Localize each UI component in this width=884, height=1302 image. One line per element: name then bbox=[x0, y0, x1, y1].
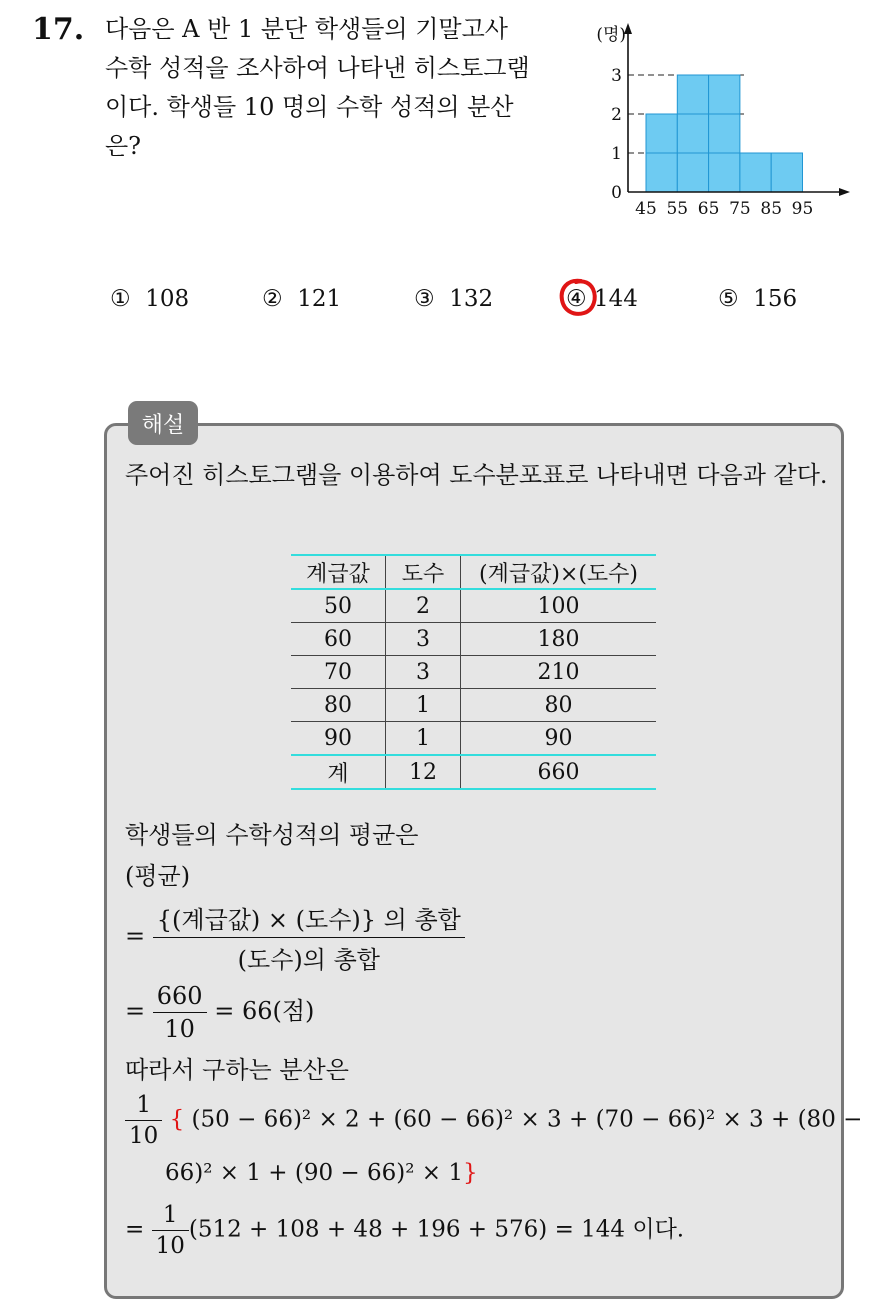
answer-circle-mark bbox=[557, 276, 599, 320]
mean-result bbox=[125, 982, 314, 1043]
mean-formula bbox=[125, 900, 465, 975]
fraction bbox=[152, 1202, 189, 1259]
choice-5[interactable] bbox=[718, 286, 797, 312]
table-header: 도수 bbox=[386, 555, 461, 589]
fraction-denominator: 10 bbox=[164, 1015, 195, 1043]
variance-formula bbox=[125, 1092, 862, 1149]
x-axis-arrow bbox=[839, 188, 850, 196]
equals-sign: = bbox=[125, 997, 146, 1025]
variance-term-line2: 66)² × 1 + (90 − 66)² × 1 bbox=[165, 1160, 464, 1186]
question-line: 은? bbox=[105, 132, 142, 160]
fraction bbox=[153, 900, 465, 975]
choice-number: ⑤ bbox=[718, 286, 739, 312]
equals-sign: = bbox=[125, 1216, 145, 1243]
table-row bbox=[291, 623, 656, 656]
table-header: 계급값 bbox=[291, 555, 386, 589]
table-cell: 660 bbox=[461, 755, 657, 789]
table-header: (계급값)×(도수) bbox=[461, 555, 657, 589]
choice-value: 144 bbox=[593, 286, 638, 312]
table-cell: 1 bbox=[386, 689, 461, 722]
table-cell: 3 bbox=[386, 656, 461, 689]
choice-value: 121 bbox=[297, 286, 342, 312]
table-row bbox=[291, 589, 656, 623]
table-cell: 90 bbox=[291, 722, 386, 756]
x-tick-label: 65 bbox=[697, 199, 720, 219]
table-cell: 1 bbox=[386, 722, 461, 756]
mean-intro: 학생들의 수학성적의 평균은 bbox=[125, 821, 419, 849]
histogram-bar-3 bbox=[709, 75, 740, 192]
mean-label: (평균) bbox=[125, 862, 191, 890]
variance-value: (512 + 108 + 48 + 196 + 576) = 144 이다. bbox=[188, 1216, 685, 1243]
table-header-row bbox=[291, 555, 656, 589]
choice-2[interactable] bbox=[262, 286, 341, 312]
table-row bbox=[291, 722, 656, 756]
choice-number: ① bbox=[110, 286, 131, 312]
histogram-bar-5 bbox=[771, 153, 802, 192]
x-tick-label: 45 bbox=[635, 199, 657, 219]
table-cell: 80 bbox=[291, 689, 386, 722]
table-row bbox=[291, 689, 656, 722]
table-cell: 3 bbox=[386, 623, 461, 656]
table-cell: 70 bbox=[291, 656, 386, 689]
fraction-denominator: (도수)의 총합 bbox=[237, 946, 380, 974]
solution-tag: 해설 bbox=[128, 401, 198, 445]
table-cell: 90 bbox=[461, 722, 657, 756]
question-line: 다음은 A 반 1 분단 학생들의 기말고사 bbox=[105, 15, 508, 43]
question-line: 수학 성적을 조사하여 나타낸 히스토그램 bbox=[105, 54, 530, 82]
frequency-table bbox=[291, 554, 656, 790]
table-cell: 12 bbox=[386, 755, 461, 789]
choice-value: 132 bbox=[449, 286, 494, 312]
choice-1[interactable] bbox=[110, 286, 189, 312]
fraction-numerator: {(계급값) × (도수)} 의 총합 bbox=[153, 900, 465, 938]
fraction-numerator: 1 bbox=[125, 1092, 162, 1121]
y-tick-label: 2 bbox=[611, 105, 622, 125]
choice-number: ④ bbox=[566, 286, 587, 312]
x-tick-label: 75 bbox=[729, 199, 751, 219]
table-cell: 계 bbox=[291, 755, 386, 789]
choice-number: ③ bbox=[414, 286, 435, 312]
choice-number: ② bbox=[262, 286, 283, 312]
table-cell: 100 bbox=[461, 589, 657, 623]
table-total-row bbox=[291, 755, 656, 789]
table-cell: 210 bbox=[461, 656, 657, 689]
table-cell: 2 bbox=[386, 589, 461, 623]
fraction bbox=[125, 1092, 162, 1149]
table-row bbox=[291, 656, 656, 689]
fraction-numerator: 660 bbox=[153, 982, 207, 1013]
choice-value: 108 bbox=[145, 286, 190, 312]
y-tick-label: 0 bbox=[611, 183, 622, 203]
y-axis-label: (명) bbox=[596, 25, 626, 45]
fraction-numerator: 1 bbox=[152, 1202, 189, 1231]
question-number: 17. bbox=[32, 12, 85, 47]
y-tick-label: 1 bbox=[611, 144, 622, 164]
table-cell: 80 bbox=[461, 689, 657, 722]
y-tick-label: 3 bbox=[611, 66, 622, 86]
histogram-bar-2 bbox=[677, 75, 708, 192]
fraction-denominator: 10 bbox=[129, 1123, 159, 1149]
brace-close: } bbox=[463, 1160, 478, 1186]
variance-formula-cont bbox=[165, 1160, 478, 1186]
histogram-chart bbox=[580, 18, 860, 228]
choice-3[interactable] bbox=[414, 286, 493, 312]
fraction-denominator: 10 bbox=[155, 1233, 185, 1259]
fraction bbox=[153, 982, 207, 1043]
variance-intro: 따라서 구하는 분산은 bbox=[125, 1056, 349, 1084]
question-text bbox=[105, 10, 560, 166]
variance-term-line1: (50 − 66)² × 2 + (60 − 66)² × 3 + (70 − 66)² × 3 + (80 − bbox=[191, 1106, 863, 1133]
x-tick-label: 85 bbox=[760, 199, 783, 219]
table-cell: 50 bbox=[291, 589, 386, 623]
table-cell: 60 bbox=[291, 623, 386, 656]
histogram-bar-4 bbox=[740, 153, 771, 192]
solution-intro: 주어진 히스토그램을 이용하여 도수분포표로 나타내면 다음과 같다. bbox=[125, 461, 828, 489]
x-tick-label: 95 bbox=[791, 199, 814, 219]
x-tick-label: 55 bbox=[666, 199, 689, 219]
mean-value: = 66(점) bbox=[214, 997, 315, 1025]
table-cell: 180 bbox=[461, 623, 657, 656]
choice-value: 156 bbox=[753, 286, 798, 312]
variance-result bbox=[125, 1202, 684, 1259]
question-line: 이다. 학생들 10 명의 수학 성적의 분산 bbox=[105, 93, 514, 121]
equals-sign: = bbox=[125, 922, 146, 950]
brace-open: { bbox=[169, 1106, 185, 1133]
